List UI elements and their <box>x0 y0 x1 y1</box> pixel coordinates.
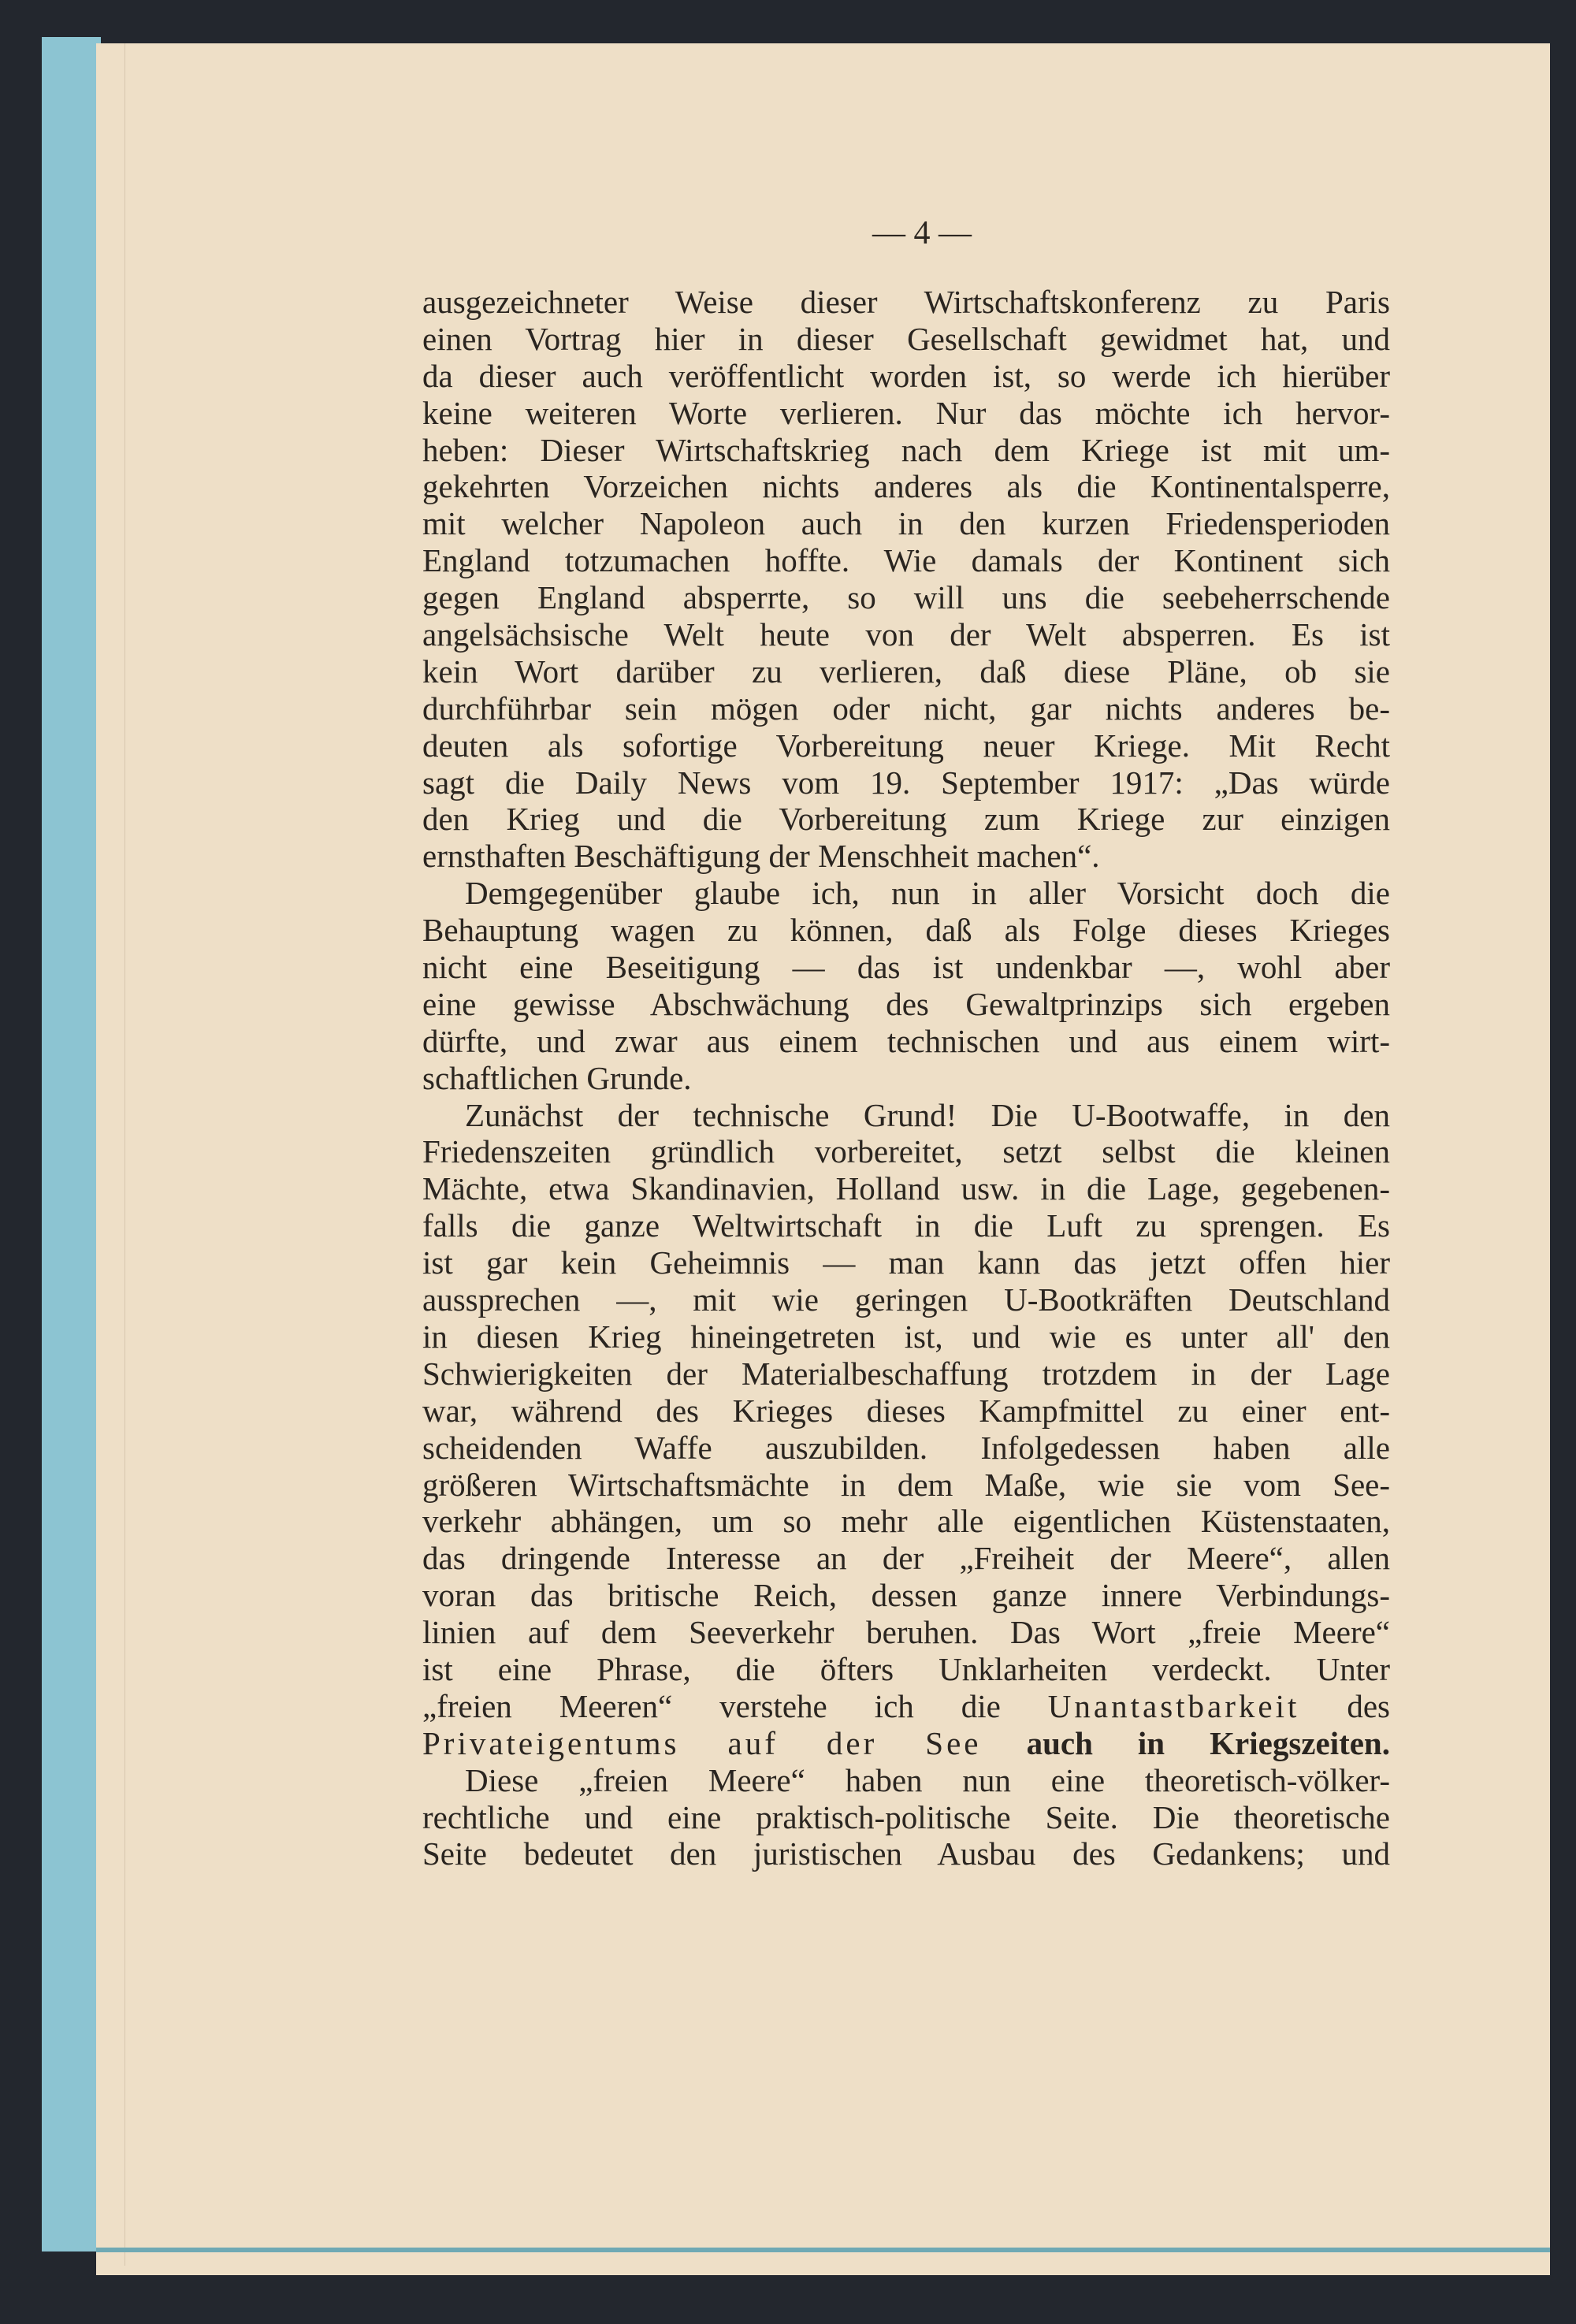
text-line: sagt die Daily News vom 19. September 1917: „Das würde <box>422 764 1390 801</box>
text-line: eine gewisse Abschwächung des Gewaltprinzips sich ergeben <box>422 985 1390 1022</box>
text-line: das dringende Interesse an der „Freiheit der Meere“, allen <box>422 1540 1390 1577</box>
text-line: ist eine Phrase, die öfters Unklarheiten verdeckt. Unter <box>422 1650 1390 1687</box>
text-line: ist gar kein Geheimnis — man kann das jetzt offen hier <box>422 1244 1390 1281</box>
text-line: Friedenszeiten gründlich vorbereitet, setzt selbst die kleinen <box>422 1133 1390 1170</box>
text-line: keine weiteren Worte verlieren. Nur das möchte ich hervor- <box>422 394 1390 431</box>
text-line: dürfte, und zwar aus einem technischen und aus einem wirt- <box>422 1022 1390 1059</box>
text-line: ernsthaften Beschäftigung der Menschheit machen“. <box>422 838 1100 875</box>
spaced-text: Unantastbarkeit <box>1047 1687 1300 1724</box>
text-line: deuten als sofortige Vorbereitung neuer Kriege. Mit Recht <box>422 727 1390 764</box>
text-line: da dieser auch veröffentlicht worden ist, so werde ich hierüber <box>422 357 1390 394</box>
text-line: größeren Wirtschaftsmächte in dem Maße, wie sie vom See- <box>422 1466 1390 1503</box>
text-line: gekehrten Vorzeichen nichts anderes als die Kontinentalsperre, <box>422 468 1390 505</box>
text-span: „freien Meeren“ verstehe ich die <box>422 1687 1048 1724</box>
text-line: mit welcher Napoleon auch in den kurzen Friedensperioden <box>422 505 1390 542</box>
text-line: verkehr abhängen, um so mehr alle eigentlichen Küstenstaaten, <box>422 1503 1390 1540</box>
text-line: schaftlichen Grunde. <box>422 1059 692 1096</box>
text-line: Mächte, etwa Skandinavien, Holland usw. in die Lage, gegebenen- <box>422 1170 1390 1207</box>
bold-text: auch in Kriegszeiten. <box>981 1724 1390 1761</box>
text-line: angelsächsische Welt heute von der Welt absperren. Es ist <box>422 616 1390 653</box>
text-line: voran das britische Reich, dessen ganze innere Verbindungs- <box>422 1577 1390 1614</box>
text-line <box>422 1725 1390 1762</box>
text-line: gegen England absperrte, so will uns die seebeherrschende <box>422 579 1390 616</box>
text-line: nicht eine Beseitigung — das ist undenkbar —, wohl aber <box>422 949 1390 986</box>
text-line: kein Wort darüber zu verlieren, daß diese Pläne, ob sie <box>422 653 1390 690</box>
cover-edge <box>42 37 101 2251</box>
text-line: in diesen Krieg hineingetreten ist, und wie es unter all' den <box>422 1318 1390 1355</box>
text-line: Zunächst der technische Grund! Die U-Bootwaffe, in den <box>465 1096 1390 1133</box>
text-line: England totzumachen hoffte. Wie damals der Kontinent sich <box>422 542 1390 579</box>
cover-bottom-edge <box>96 2248 1550 2252</box>
text-line: Behauptung wagen zu können, daß als Folge dieses Krieges <box>422 912 1390 949</box>
body-text <box>422 284 1390 1872</box>
text-line: den Krieg und die Vorbereitung zum Kriege zur einzigen <box>422 801 1390 838</box>
text-line: linien auf dem Seeverkehr beruhen. Das Wort „freie Meere“ <box>422 1614 1390 1651</box>
text-line <box>422 1688 1390 1725</box>
text-line: einen Vortrag hier in dieser Gesellschaft gewidmet hat, und <box>422 320 1390 357</box>
text-line: rechtliche und eine praktisch-politische Seite. Die theoretische <box>422 1798 1390 1835</box>
text-line: ausgezeichneter Weise dieser Wirtschaftskonferenz zu Paris <box>422 284 1390 320</box>
text-line: Schwierigkeiten der Materialbeschaffung trotzdem in der Lage <box>422 1355 1390 1392</box>
text-line: durchführbar sein mögen oder nicht, gar nichts anderes be- <box>422 690 1390 727</box>
text-line: Diese „freien Meere“ haben nun eine theoretisch-völker- <box>465 1761 1390 1798</box>
text-span: des <box>1299 1687 1390 1724</box>
text-line: scheidenden Waffe auszubilden. Infolgedessen haben alle <box>422 1429 1390 1466</box>
spaced-text: Privateigentums auf der See <box>422 1724 982 1761</box>
text-line: war, während des Krieges dieses Kampfmittel zu einer ent- <box>422 1392 1390 1429</box>
text-line: aussprechen —, mit wie geringen U-Bootkräften Deutschland <box>422 1281 1390 1318</box>
text-line: heben: Dieser Wirtschaftskrieg nach dem Kriege ist mit um- <box>422 431 1390 468</box>
text-line: falls die ganze Weltwirtschaft in die Luft zu sprengen. Es <box>422 1207 1390 1244</box>
text-line: Demgegenüber glaube ich, nun in aller Vorsicht doch die <box>465 875 1390 912</box>
page-number: — 4 — <box>872 215 972 251</box>
text-line: Seite bedeutet den juristischen Ausbau des Gedankens; und <box>422 1835 1390 1872</box>
